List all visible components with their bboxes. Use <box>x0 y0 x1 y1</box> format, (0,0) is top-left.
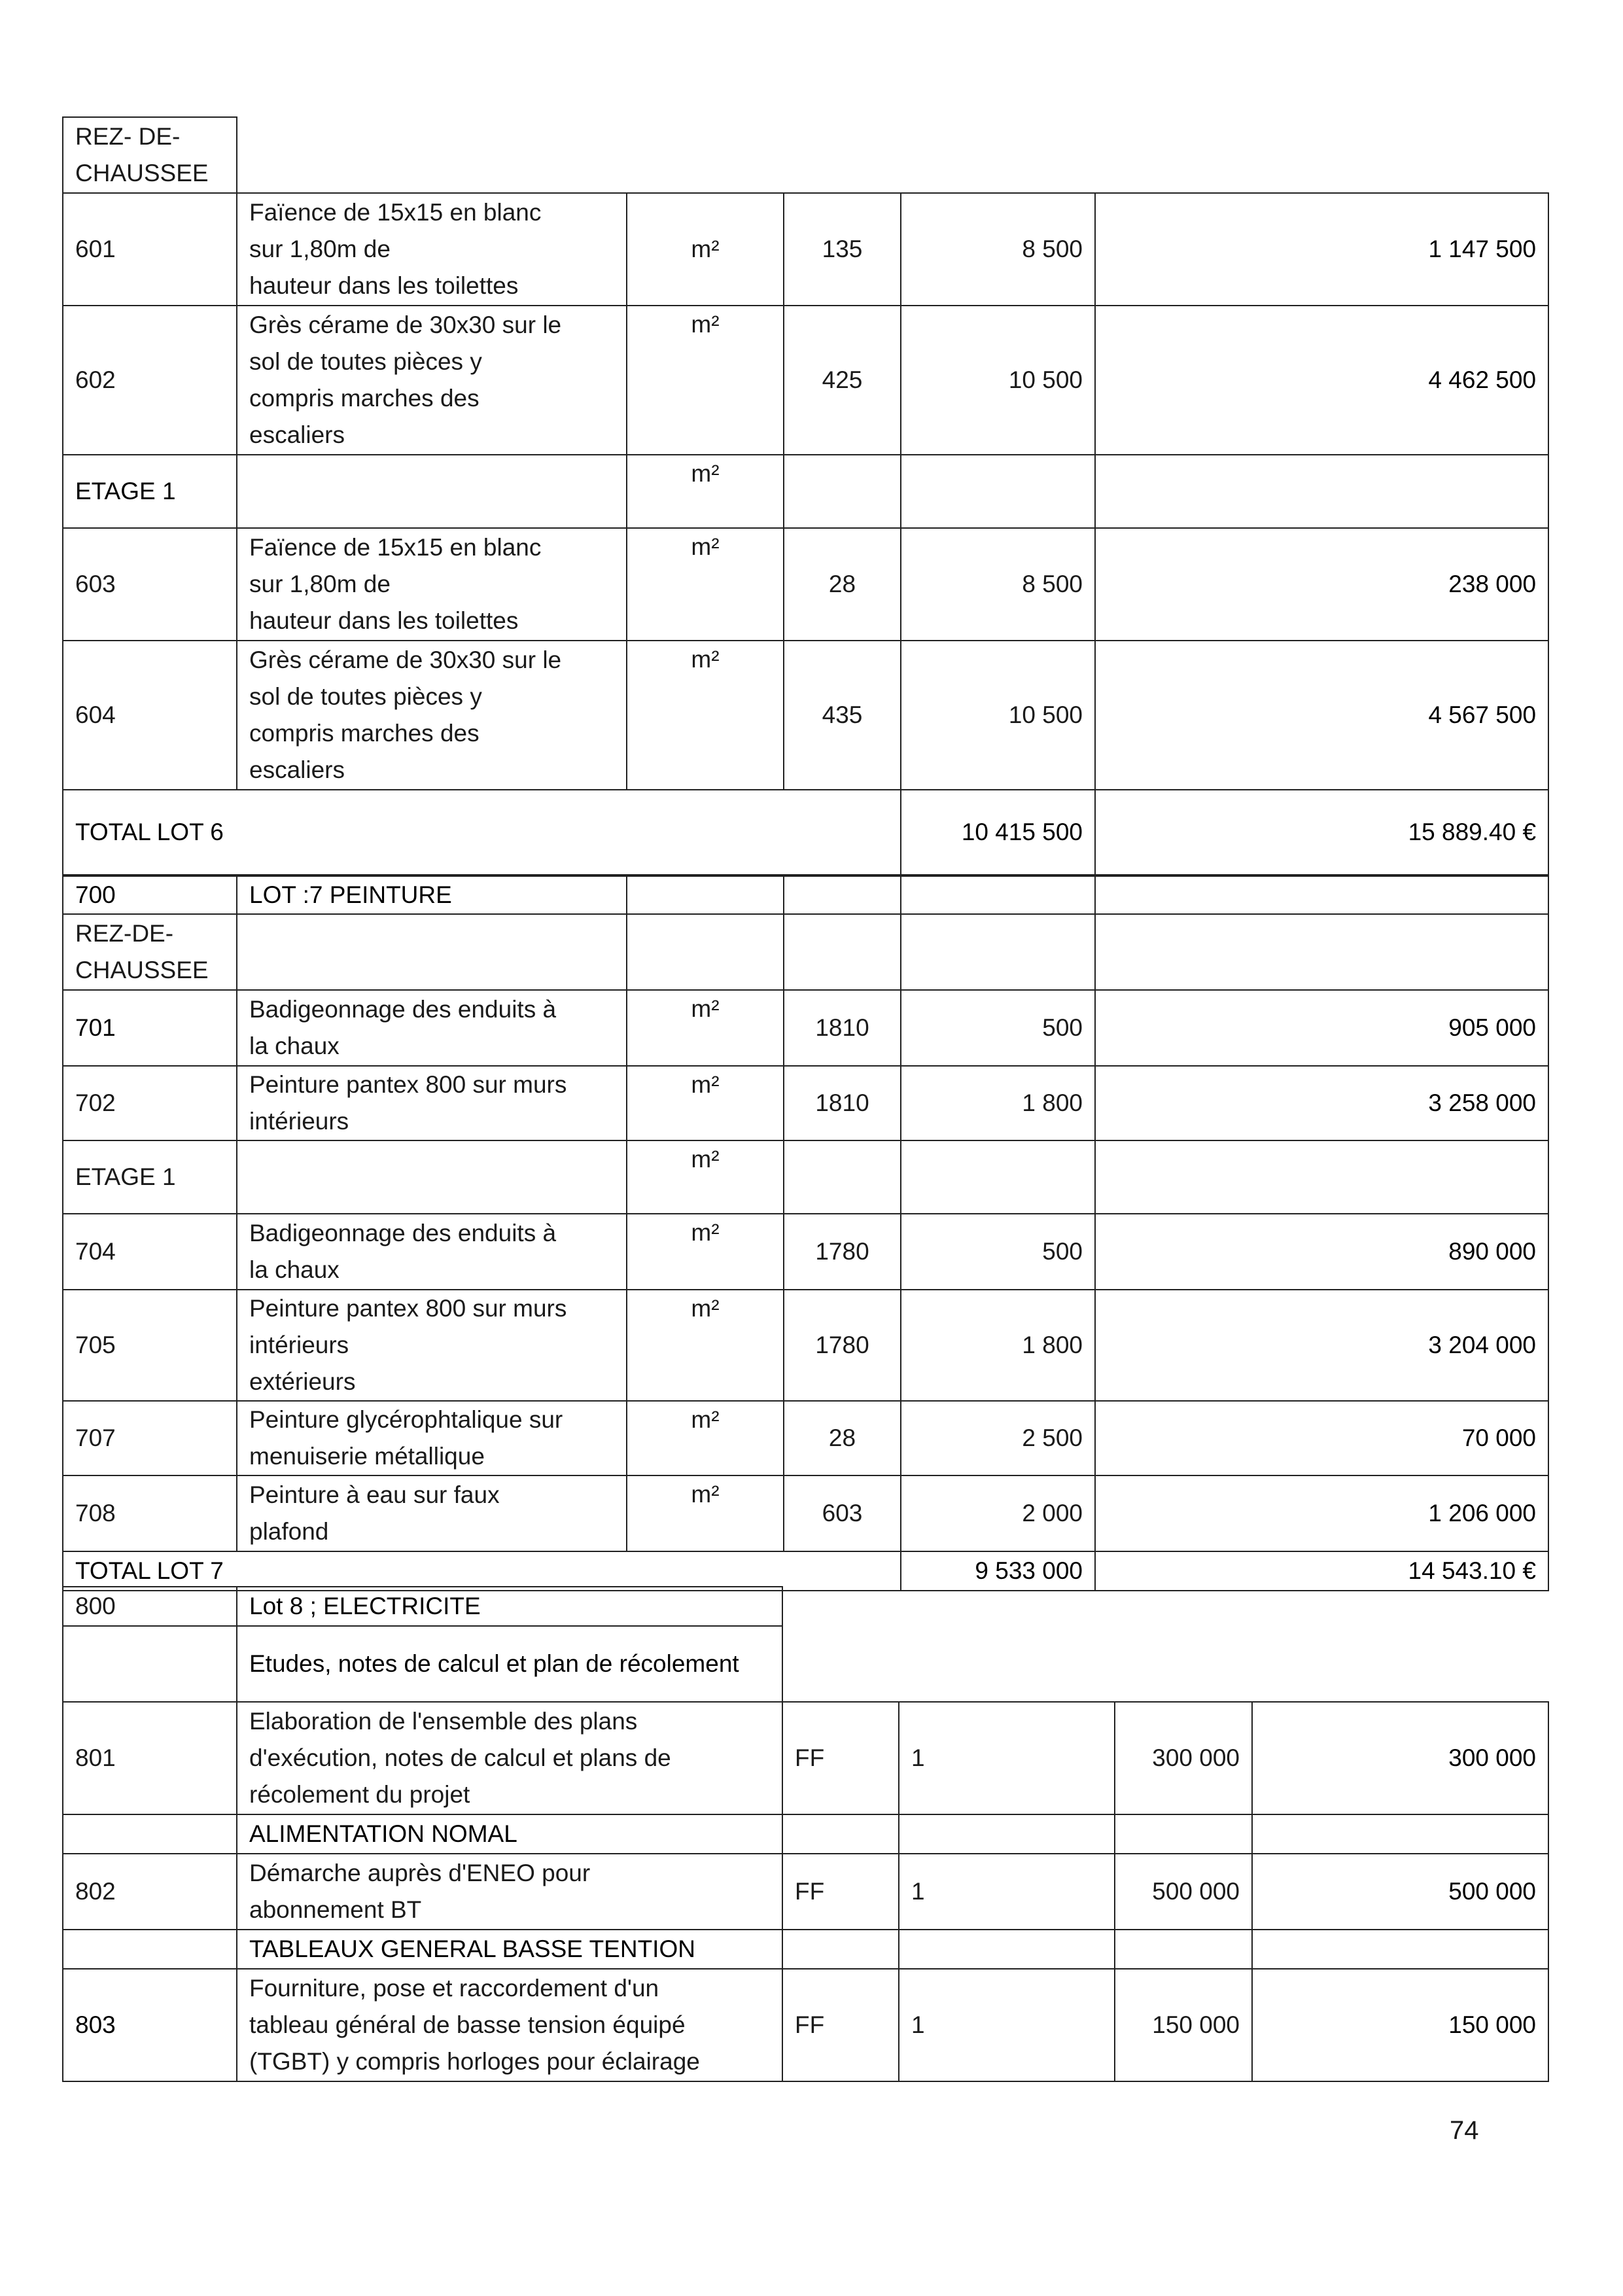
item-quantity: 28 <box>784 1401 901 1475</box>
item-unit: m² <box>627 1214 784 1290</box>
item-unit: m² <box>627 193 784 306</box>
item-quantity: 28 <box>784 528 901 641</box>
item-unit-price: 500 <box>901 1214 1095 1290</box>
item-unit: m² <box>627 641 784 790</box>
item-description: Peinture à eau sur faux plafond <box>237 1475 627 1551</box>
total-eur: 15 889.40 € <box>1095 790 1548 875</box>
item-code: 603 <box>63 528 237 641</box>
item-quantity: 1810 <box>784 1066 901 1140</box>
lot-title: LOT :7 PEINTURE <box>237 876 627 914</box>
total-label: TOTAL LOT 6 <box>63 790 901 875</box>
item-unit: FF <box>782 1702 899 1814</box>
table-row <box>63 641 1548 790</box>
table-row <box>63 528 1548 641</box>
table-row <box>63 1290 1548 1401</box>
item-unit: m² <box>627 1475 784 1551</box>
item-quantity: 603 <box>784 1475 901 1551</box>
item-total: 3 204 000 <box>1095 1290 1548 1401</box>
item-unit: m² <box>627 1401 784 1475</box>
item-code: 802 <box>63 1854 237 1930</box>
table-row <box>63 1854 1548 1930</box>
total-fcfa: 10 415 500 <box>901 790 1095 875</box>
item-quantity: 1 <box>899 1969 1115 2081</box>
item-description: Fourniture, pose et raccordement d'un tableau général de basse tension équipé (TGBT) y compris horloges pour éclairage <box>237 1969 782 2081</box>
item-total: 905 000 <box>1095 990 1548 1066</box>
item-total: 238 000 <box>1095 528 1548 641</box>
item-description: Elaboration de l'ensemble des plans d'exécution, notes de calcul et plans de récolement du projet <box>237 1702 782 1814</box>
item-description: Faïence de 15x15 en blanc sur 1,80m de hauteur dans les toilettes <box>237 528 627 641</box>
item-total: 500 000 <box>1252 1854 1548 1930</box>
item-total: 3 258 000 <box>1095 1066 1548 1140</box>
lot7-table <box>62 875 1549 1591</box>
lot8-table <box>62 1586 1549 2082</box>
item-quantity: 1780 <box>784 1214 901 1290</box>
total-label: TOTAL LOT 7 <box>63 1551 901 1591</box>
item-quantity: 135 <box>784 193 901 306</box>
item-description: Peinture glycérophtalique sur menuiserie métallique <box>237 1401 627 1475</box>
item-unit-price: 2 500 <box>901 1401 1095 1475</box>
item-total: 890 000 <box>1095 1214 1548 1290</box>
item-unit-price: 150 000 <box>1115 1969 1252 2081</box>
section-title: ALIMENTATION NOMAL <box>237 1814 782 1854</box>
total-eur: 14 543.10 € <box>1095 1551 1548 1591</box>
item-unit-price: 500 <box>901 990 1095 1066</box>
item-unit-price: 10 500 <box>901 641 1095 790</box>
item-quantity: 1780 <box>784 1290 901 1401</box>
item-code: 702 <box>63 1066 237 1140</box>
table-row <box>63 1214 1548 1290</box>
section-row <box>63 1814 1548 1854</box>
item-quantity: 435 <box>784 641 901 790</box>
lot-code: 800 <box>63 1587 237 1626</box>
item-code: 601 <box>63 193 237 306</box>
total-row <box>63 1551 1548 1591</box>
item-total: 4 567 500 <box>1095 641 1548 790</box>
lot-code: 700 <box>63 876 237 914</box>
lot-header-row <box>63 1587 1548 1626</box>
item-total: 1 206 000 <box>1095 1475 1548 1551</box>
item-unit: m² <box>627 1066 784 1140</box>
item-code: 701 <box>63 990 237 1066</box>
table-row <box>63 1066 1548 1140</box>
item-code: 801 <box>63 1702 237 1814</box>
item-total: 70 000 <box>1095 1401 1548 1475</box>
item-code: 707 <box>63 1401 237 1475</box>
rez-row <box>63 914 1548 990</box>
table-row <box>63 990 1548 1066</box>
table-row <box>63 193 1548 306</box>
rez-de-chaussee-label: REZ-DE-CHAUSSEE <box>63 914 237 990</box>
section-row <box>63 1930 1548 1969</box>
item-unit-price: 10 500 <box>901 306 1095 455</box>
lot-title: Lot 8 ; ELECTRICITE <box>237 1587 782 1626</box>
item-quantity: 425 <box>784 306 901 455</box>
table-row <box>63 306 1548 455</box>
item-unit-price: 2 000 <box>901 1475 1095 1551</box>
item-description: Badigeonnage des enduits à la chaux <box>237 1214 627 1290</box>
item-code: 602 <box>63 306 237 455</box>
item-unit-price: 1 800 <box>901 1290 1095 1401</box>
lot-header-row <box>63 876 1548 914</box>
item-total: 300 000 <box>1252 1702 1548 1814</box>
item-description: Badigeonnage des enduits à la chaux <box>237 990 627 1066</box>
item-code: 705 <box>63 1290 237 1401</box>
item-total: 150 000 <box>1252 1969 1548 2081</box>
etage-unit: m² <box>627 1140 784 1214</box>
rez-de-chaussee-label: REZ- DE-CHAUSSEE <box>63 117 237 193</box>
total-row <box>63 790 1548 875</box>
table-row <box>63 1401 1548 1475</box>
table-row <box>63 1969 1548 2081</box>
item-unit: m² <box>627 306 784 455</box>
etage-row <box>63 1140 1548 1214</box>
etage-label: ETAGE 1 <box>63 455 237 528</box>
item-description: Peinture pantex 800 sur murs intérieurs extérieurs <box>237 1290 627 1401</box>
item-total: 1 147 500 <box>1095 193 1548 306</box>
item-unit-price: 1 800 <box>901 1066 1095 1140</box>
total-fcfa: 9 533 000 <box>901 1551 1095 1591</box>
item-description: Peinture pantex 800 sur murs intérieurs <box>237 1066 627 1140</box>
item-unit-price: 500 000 <box>1115 1854 1252 1930</box>
item-code: 704 <box>63 1214 237 1290</box>
table-row <box>63 1702 1548 1814</box>
etage-label: ETAGE 1 <box>63 1140 237 1214</box>
section-title: Etudes, notes de calcul et plan de récolement <box>237 1626 782 1702</box>
etage-unit: m² <box>627 455 784 528</box>
item-quantity: 1 <box>899 1854 1115 1930</box>
item-code: 803 <box>63 1969 237 2081</box>
item-description: Grès cérame de 30x30 sur le sol de toutes pièces y compris marches des escaliers <box>237 641 627 790</box>
item-unit: m² <box>627 528 784 641</box>
item-unit: m² <box>627 990 784 1066</box>
etage-row <box>63 455 1548 528</box>
item-unit-price: 8 500 <box>901 528 1095 641</box>
item-description: Grès cérame de 30x30 sur le sol de toutes pièces y compris marches des escaliers <box>237 306 627 455</box>
page-number: 74 <box>1450 2116 1479 2145</box>
item-quantity: 1810 <box>784 990 901 1066</box>
section-row <box>63 1626 1548 1702</box>
lot6-table <box>62 116 1549 875</box>
item-description: Faïence de 15x15 en blanc sur 1,80m de hauteur dans les toilettes <box>237 193 627 306</box>
table-row <box>63 1475 1548 1551</box>
item-unit: m² <box>627 1290 784 1401</box>
item-unit-price: 8 500 <box>901 193 1095 306</box>
item-description: Démarche auprès d'ENEO pour abonnement BT <box>237 1854 782 1930</box>
item-unit: FF <box>782 1969 899 2081</box>
item-code: 708 <box>63 1475 237 1551</box>
item-code: 604 <box>63 641 237 790</box>
item-quantity: 1 <box>899 1702 1115 1814</box>
item-unit: FF <box>782 1854 899 1930</box>
section-title: TABLEAUX GENERAL BASSE TENTION <box>237 1930 782 1969</box>
item-unit-price: 300 000 <box>1115 1702 1252 1814</box>
item-total: 4 462 500 <box>1095 306 1548 455</box>
